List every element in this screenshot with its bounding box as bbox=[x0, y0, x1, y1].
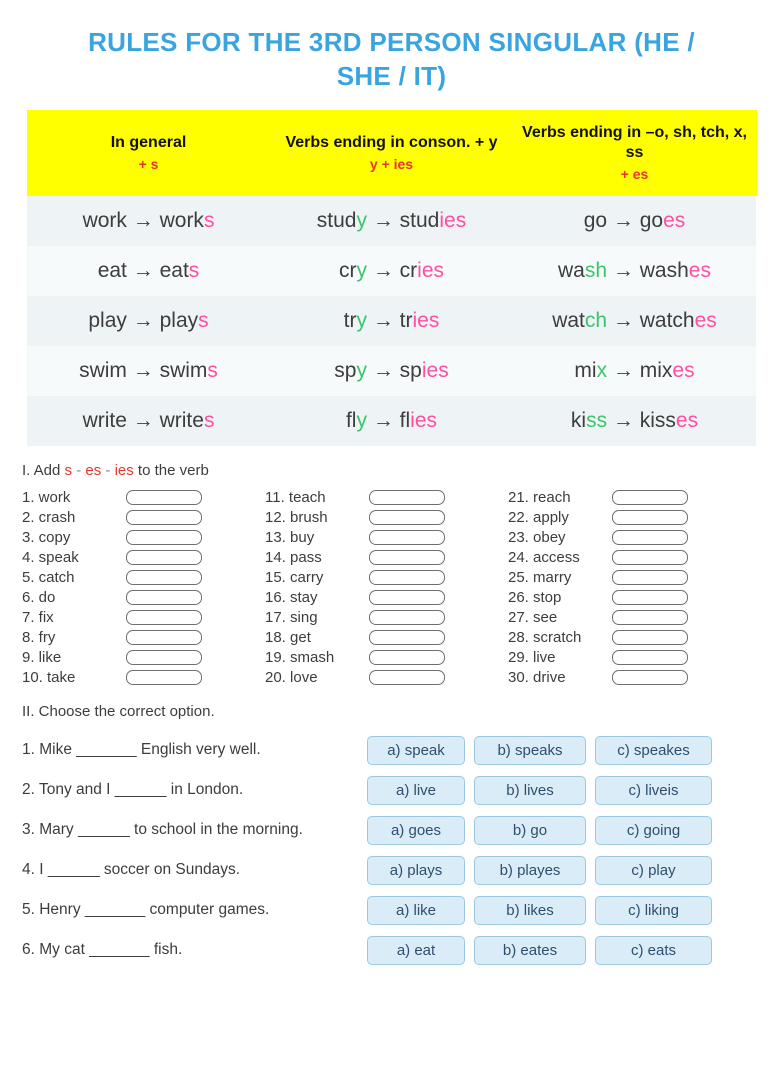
answer-input[interactable] bbox=[126, 610, 202, 625]
verb-label: 22. apply bbox=[508, 508, 569, 526]
verb-base: sp bbox=[334, 359, 357, 383]
verb-stem: mix bbox=[639, 359, 673, 383]
question-row bbox=[22, 890, 765, 930]
list-item bbox=[508, 607, 751, 627]
list-item bbox=[508, 527, 751, 547]
header-sub-text: y + ies bbox=[369, 155, 414, 172]
arrow-icon: → bbox=[612, 209, 634, 233]
list-item bbox=[22, 587, 265, 607]
verb-ending: ies bbox=[421, 359, 449, 383]
verb-label: 3. copy bbox=[22, 528, 71, 546]
answer-input[interactable] bbox=[369, 650, 445, 665]
verb-label: 1. work bbox=[22, 488, 71, 506]
list-item bbox=[508, 627, 751, 647]
question-text: 6. My cat _______ fish. bbox=[22, 941, 183, 959]
answer-input[interactable] bbox=[612, 530, 688, 545]
list-item bbox=[22, 527, 265, 547]
answer-input[interactable] bbox=[369, 630, 445, 645]
question-text: 1. Mike _______ English very well. bbox=[22, 741, 261, 759]
rules-column-header-o-sh-tch-x-ss bbox=[513, 110, 756, 196]
answer-input[interactable] bbox=[612, 590, 688, 605]
verb-label: 18. get bbox=[265, 628, 311, 646]
option-c[interactable]: c) going bbox=[595, 816, 712, 845]
verb-label: 4. speak bbox=[22, 548, 79, 566]
list-item bbox=[265, 567, 508, 587]
answer-input[interactable] bbox=[126, 670, 202, 685]
list-item bbox=[265, 507, 508, 527]
verb-label: 12. brush bbox=[265, 508, 328, 526]
verb-stem: write bbox=[159, 409, 204, 433]
verb-ending: ies bbox=[439, 209, 467, 233]
exercise-1-heading-suffix: to the verb bbox=[133, 462, 209, 480]
option-b[interactable]: b) lives bbox=[474, 776, 586, 805]
table-row bbox=[27, 246, 756, 296]
verb-label: 28. scratch bbox=[508, 628, 582, 646]
rule-example bbox=[27, 396, 270, 446]
rules-table-header-row bbox=[27, 110, 756, 196]
option-b[interactable]: b) likes bbox=[474, 896, 586, 925]
option-a[interactable]: a) plays bbox=[367, 856, 465, 885]
option-a[interactable]: a) live bbox=[367, 776, 465, 805]
arrow-icon: → bbox=[372, 259, 394, 283]
list-item bbox=[22, 627, 265, 647]
table-row bbox=[27, 296, 756, 346]
verb-base: swim bbox=[79, 359, 127, 383]
verb-stem: work bbox=[159, 209, 204, 233]
rule-example bbox=[27, 296, 270, 346]
verb-ending: s bbox=[203, 409, 215, 433]
rule-example bbox=[270, 396, 513, 446]
answer-input[interactable] bbox=[369, 570, 445, 585]
verb-base: mi bbox=[574, 359, 597, 383]
verb-label: 10. take bbox=[22, 668, 76, 686]
header-sub-text: + es bbox=[620, 165, 649, 182]
answer-input[interactable] bbox=[612, 610, 688, 625]
verb-ending: s bbox=[203, 209, 215, 233]
arrow-icon: → bbox=[132, 409, 154, 433]
verb-base: stud bbox=[316, 209, 357, 233]
option-c[interactable]: c) play bbox=[595, 856, 712, 885]
arrow-icon: → bbox=[372, 409, 394, 433]
list-item bbox=[265, 647, 508, 667]
answer-input[interactable] bbox=[126, 530, 202, 545]
verb-base: tr bbox=[343, 309, 357, 333]
verb-base-change: sh bbox=[584, 259, 608, 283]
arrow-icon: → bbox=[612, 259, 634, 283]
answer-input[interactable] bbox=[369, 510, 445, 525]
question-row bbox=[22, 730, 765, 770]
verb-base: play bbox=[88, 309, 127, 333]
rule-example bbox=[27, 196, 270, 247]
page-title: RULES FOR THE 3RD PERSON SINGULAR (HE / SHE / IT) bbox=[88, 27, 695, 91]
answer-input[interactable] bbox=[369, 550, 445, 565]
question-text: 4. I ______ soccer on Sundays. bbox=[22, 861, 241, 879]
option-a[interactable]: a) speak bbox=[367, 736, 465, 765]
verb-base-change: y bbox=[356, 259, 367, 283]
list-item bbox=[508, 547, 751, 567]
verb-label: 5. catch bbox=[22, 568, 75, 586]
verb-base: cr bbox=[338, 259, 357, 283]
verb-label: 27. see bbox=[508, 608, 558, 626]
verb-label: 15. carry bbox=[265, 568, 324, 586]
verb-base-change: y bbox=[356, 409, 367, 433]
verb-label: 20. love bbox=[265, 668, 318, 686]
exercise-2-list bbox=[22, 730, 765, 970]
question-text: 3. Mary ______ to school in the morning. bbox=[22, 821, 303, 839]
verb-base-change: y bbox=[356, 209, 367, 233]
rules-column-header-consonant-y bbox=[270, 110, 513, 196]
verb-base-change: x bbox=[596, 359, 608, 383]
verb-base: work bbox=[82, 209, 127, 233]
answer-input[interactable] bbox=[612, 670, 688, 685]
arrow-icon: → bbox=[372, 359, 394, 383]
list-item bbox=[22, 567, 265, 587]
verb-base-change: y bbox=[356, 359, 367, 383]
verb-ending: ies bbox=[417, 259, 445, 283]
list-item bbox=[508, 587, 751, 607]
answer-input[interactable] bbox=[126, 510, 202, 525]
verb-base-change: ss bbox=[586, 409, 608, 433]
header-main-text: Verbs ending in –o, sh, tch, x, ss bbox=[522, 123, 747, 161]
question-row bbox=[22, 770, 765, 810]
question-text: 5. Henry _______ computer games. bbox=[22, 901, 270, 919]
rule-example bbox=[270, 246, 513, 296]
option-b[interactable]: b) eates bbox=[474, 936, 586, 965]
verb-stem: kiss bbox=[639, 409, 676, 433]
list-item bbox=[22, 607, 265, 627]
table-row bbox=[27, 196, 756, 247]
question-text: 2. Tony and I ______ in London. bbox=[22, 781, 244, 799]
verb-stem: swim bbox=[159, 359, 208, 383]
rule-example bbox=[270, 296, 513, 346]
option-b[interactable]: b) go bbox=[474, 816, 586, 845]
verb-ending: es bbox=[672, 359, 695, 383]
list-item bbox=[22, 487, 265, 507]
rule-example bbox=[513, 246, 756, 296]
exercise-1-column-3 bbox=[508, 487, 751, 687]
verb-ending: ies bbox=[412, 309, 440, 333]
option-c[interactable]: c) eats bbox=[595, 936, 712, 965]
list-item bbox=[265, 607, 508, 627]
verb-label: 17. sing bbox=[265, 608, 318, 626]
list-item bbox=[265, 587, 508, 607]
list-item bbox=[508, 647, 751, 667]
exercise-1-heading: I. Add s - es - ies to the verb bbox=[22, 462, 209, 480]
answer-input[interactable] bbox=[369, 530, 445, 545]
exercise-2-heading: II. Choose the correct option. bbox=[22, 703, 215, 721]
list-item bbox=[265, 487, 508, 507]
list-item bbox=[22, 667, 265, 687]
answer-input[interactable] bbox=[126, 630, 202, 645]
list-item bbox=[265, 667, 508, 687]
answer-input[interactable] bbox=[369, 590, 445, 605]
exercise-1-heading-prefix: I. Add bbox=[22, 462, 65, 480]
option-a[interactable]: a) goes bbox=[367, 816, 465, 845]
verb-label: 16. stay bbox=[265, 588, 318, 606]
arrow-icon: → bbox=[372, 209, 394, 233]
option-c[interactable]: c) speakes bbox=[595, 736, 712, 765]
option-a[interactable]: a) eat bbox=[367, 936, 465, 965]
answer-input[interactable] bbox=[126, 650, 202, 665]
question-row bbox=[22, 930, 765, 970]
verb-stem: watch bbox=[639, 309, 695, 333]
list-item bbox=[508, 507, 751, 527]
verb-label: 6. do bbox=[22, 588, 56, 606]
list-item bbox=[265, 627, 508, 647]
arrow-icon: → bbox=[132, 359, 154, 383]
rule-example bbox=[270, 196, 513, 247]
list-item bbox=[508, 487, 751, 507]
verb-ending: s bbox=[198, 309, 209, 333]
verb-label: 9. like bbox=[22, 648, 62, 666]
list-item bbox=[22, 547, 265, 567]
rule-example bbox=[513, 196, 756, 247]
verb-base: wa bbox=[558, 259, 585, 283]
verb-label: 8. fry bbox=[22, 628, 56, 646]
option-a[interactable]: a) like bbox=[367, 896, 465, 925]
rule-example bbox=[27, 346, 270, 396]
table-row bbox=[27, 396, 756, 446]
arrow-icon: → bbox=[132, 209, 154, 233]
verb-ending: es bbox=[694, 309, 717, 333]
rule-example bbox=[270, 346, 513, 396]
verb-stem: play bbox=[159, 309, 199, 333]
arrow-icon: → bbox=[612, 409, 634, 433]
verb-label: 30. drive bbox=[508, 668, 566, 686]
arrow-icon: → bbox=[612, 359, 634, 383]
verb-label: 13. buy bbox=[265, 528, 315, 546]
rule-example bbox=[513, 296, 756, 346]
verb-label: 11. teach bbox=[265, 488, 326, 506]
ending-es: es bbox=[85, 462, 102, 480]
list-item bbox=[265, 527, 508, 547]
verb-ending: es bbox=[688, 259, 711, 283]
verb-base: wat bbox=[552, 309, 585, 333]
answer-input[interactable] bbox=[612, 550, 688, 565]
verb-stem: stud bbox=[399, 209, 440, 233]
verb-stem: wash bbox=[639, 259, 689, 283]
verb-base-change: ch bbox=[584, 309, 608, 333]
rules-column-header-general bbox=[27, 110, 270, 196]
ending-s: s bbox=[64, 462, 73, 480]
verb-ending: es bbox=[675, 409, 699, 433]
verb-label: 29. live bbox=[508, 648, 556, 666]
verb-label: 23. obey bbox=[508, 528, 566, 546]
verb-base: ki bbox=[570, 409, 587, 433]
verb-label: 24. access bbox=[508, 548, 580, 566]
answer-input[interactable] bbox=[369, 670, 445, 685]
verb-ending: s bbox=[207, 359, 218, 383]
verb-base: eat bbox=[97, 259, 127, 283]
answer-input[interactable] bbox=[612, 650, 688, 665]
arrow-icon: → bbox=[132, 259, 154, 283]
question-row bbox=[22, 810, 765, 850]
arrow-icon: → bbox=[372, 309, 394, 333]
answer-input[interactable] bbox=[126, 490, 202, 505]
exercise-1-list bbox=[22, 487, 765, 687]
list-item bbox=[265, 547, 508, 567]
header-main-text: In general bbox=[110, 133, 187, 151]
option-b[interactable]: b) playes bbox=[474, 856, 586, 885]
answer-input[interactable] bbox=[612, 490, 688, 505]
verb-stem: cr bbox=[399, 259, 418, 283]
table-row bbox=[27, 346, 756, 396]
header-sub-text: + s bbox=[138, 155, 159, 172]
verb-stem: tr bbox=[399, 309, 413, 333]
verb-label: 14. pass bbox=[265, 548, 322, 566]
verb-base: write bbox=[82, 409, 127, 433]
verb-label: 26. stop bbox=[508, 588, 562, 606]
rule-example bbox=[27, 246, 270, 296]
answer-input[interactable] bbox=[126, 590, 202, 605]
answer-input[interactable] bbox=[126, 570, 202, 585]
list-item bbox=[508, 667, 751, 687]
verb-stem: eat bbox=[159, 259, 189, 283]
verb-stem: fl bbox=[399, 409, 411, 433]
header-main-text: Verbs ending in conson. + y bbox=[285, 133, 498, 151]
verb-ending: es bbox=[663, 209, 686, 233]
list-item bbox=[22, 507, 265, 527]
rule-example bbox=[513, 396, 756, 446]
verb-base: go bbox=[583, 209, 608, 233]
verb-stem: sp bbox=[399, 359, 422, 383]
exercise-1-column-2 bbox=[265, 487, 508, 687]
verb-label: 2. crash bbox=[22, 508, 76, 526]
verb-ending: s bbox=[188, 259, 200, 283]
verb-label: 21. reach bbox=[508, 488, 571, 506]
verb-base: fl bbox=[345, 409, 357, 433]
option-b[interactable]: b) speaks bbox=[474, 736, 586, 765]
list-item bbox=[508, 567, 751, 587]
exercise-1-column-1 bbox=[22, 487, 265, 687]
answer-input[interactable] bbox=[369, 610, 445, 625]
option-c[interactable]: c) liveis bbox=[595, 776, 712, 805]
rules-table-head bbox=[27, 110, 756, 196]
ending-ies: ies bbox=[114, 462, 134, 480]
arrow-icon: → bbox=[132, 309, 154, 333]
rules-table bbox=[27, 110, 757, 447]
rules-table-body bbox=[27, 196, 756, 447]
answer-input[interactable] bbox=[612, 570, 688, 585]
verb-label: 25. marry bbox=[508, 568, 572, 586]
option-c[interactable]: c) liking bbox=[595, 896, 712, 925]
answer-input[interactable] bbox=[369, 490, 445, 505]
arrow-icon: → bbox=[612, 309, 634, 333]
rule-example bbox=[513, 346, 756, 396]
question-row bbox=[22, 850, 765, 890]
verb-base-change: y bbox=[356, 309, 367, 333]
list-item bbox=[22, 647, 265, 667]
verb-ending: ies bbox=[410, 409, 438, 433]
verb-label: 19. smash bbox=[265, 648, 335, 666]
verb-stem: go bbox=[639, 209, 664, 233]
answer-input[interactable] bbox=[612, 510, 688, 525]
answer-input[interactable] bbox=[126, 550, 202, 565]
answer-input[interactable] bbox=[612, 630, 688, 645]
verb-label: 7. fix bbox=[22, 608, 54, 626]
